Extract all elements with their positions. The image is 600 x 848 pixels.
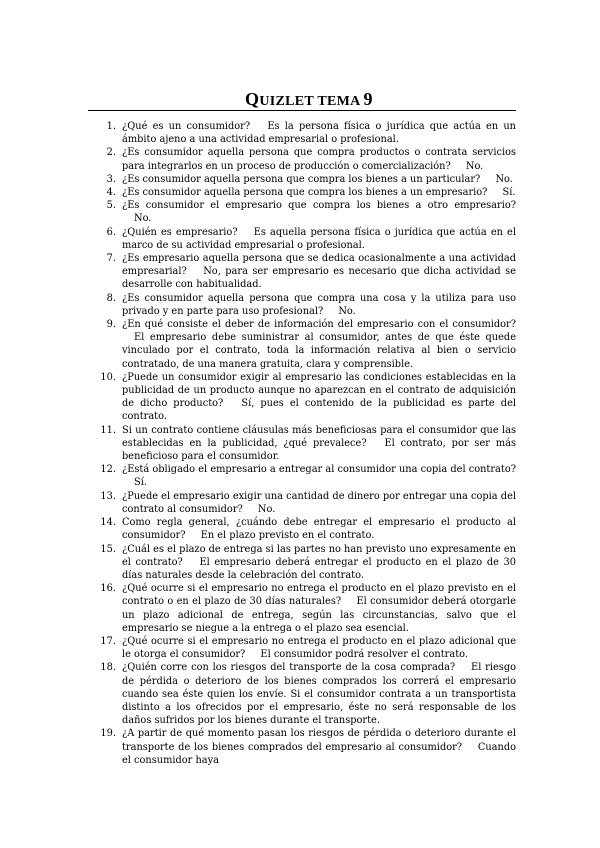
list-item bbox=[88, 186, 516, 199]
item-number: 11. bbox=[100, 424, 116, 436]
item-number: 14. bbox=[100, 517, 116, 529]
question-text: ¿Puede el empresario exigir una cantidad de dinero por entregar una copia del contrato al consumidor? bbox=[122, 490, 516, 515]
question-text: Como regla general, ¿cuándo debe entregar el empresario el producto al consumidor? bbox=[122, 517, 516, 542]
list-item bbox=[88, 490, 516, 516]
item-number: 5. bbox=[106, 200, 116, 212]
item-number: 8. bbox=[106, 292, 116, 304]
question-text: ¿Es empresario aquella persona que se dedica ocasionalmente a una actividad empresarial? bbox=[122, 253, 516, 278]
question-text: ¿Es consumidor aquella persona que compra los bienes a un empresario? bbox=[122, 187, 488, 199]
list-item bbox=[88, 727, 516, 767]
item-number: 1. bbox=[106, 121, 116, 132]
answer-text: El contrato, por ser más beneficioso para el consumidor. bbox=[122, 437, 516, 463]
list-item bbox=[88, 424, 516, 464]
title-rest: UIZLET TEMA bbox=[259, 94, 364, 109]
item-number: 15. bbox=[100, 543, 116, 555]
item-number: 7. bbox=[106, 253, 116, 265]
question-text: ¿Es consumidor el empresario que compra los bienes a otro empresario? bbox=[122, 200, 516, 212]
question-text: Si un contrato contiene cláusulas más beneficiosas para el consumidor que las establecidas en la publicidad, ¿qué prevalece? bbox=[122, 424, 516, 449]
list-item bbox=[88, 252, 516, 292]
answer-text: Sí, pues el contenido de la publicidad es parte del contrato. bbox=[122, 398, 516, 423]
page-title bbox=[245, 89, 373, 110]
item-number: 10. bbox=[100, 371, 116, 383]
answer-text: Sí. bbox=[134, 477, 147, 489]
item-number: 4. bbox=[106, 187, 116, 199]
item-number: 9. bbox=[106, 319, 116, 331]
question-text: ¿Quién es empresario? bbox=[122, 226, 238, 238]
answer-text: El empresario deberá entregar el producto en el plazo de 30 días naturales desde la celebración del contrato. bbox=[122, 556, 516, 581]
question-list bbox=[88, 120, 516, 767]
question-text: ¿Es consumidor aquella persona que compra productos o contrata servicios para integrarlos en un proceso de producción o comercialización? bbox=[122, 147, 516, 172]
list-item bbox=[88, 635, 516, 661]
question-text: ¿Es consumidor aquella persona que compra una cosa y la utiliza para uso privado y en parte para uso profesional? bbox=[122, 292, 516, 317]
item-number: 17. bbox=[100, 635, 116, 647]
question-text: ¿En qué consiste el deber de información del empresario con el consumidor? bbox=[122, 319, 516, 331]
answer-text: Es aquella persona física o jurídica que actúa en el marco de su actividad empresarial o profesional. bbox=[122, 226, 516, 251]
answer-text: No. bbox=[495, 173, 513, 185]
list-item bbox=[88, 199, 516, 225]
question-text: ¿A partir de qué momento pasan los riesgos de pérdida o deterioro durante el transporte de los bienes comprados del empresario al consumidor? bbox=[122, 728, 516, 753]
title-number: 9 bbox=[363, 89, 373, 109]
answer-text: En el plazo previsto en el contrato. bbox=[200, 530, 375, 542]
item-number: 6. bbox=[106, 226, 116, 238]
answer-text: Es la persona física o jurídica que actúa en un ámbito ajeno a una actividad empresarial o profesional. bbox=[122, 121, 516, 146]
answer-text: No. bbox=[134, 213, 152, 225]
question-text: ¿Qué ocurre si el empresario no entrega el producto en el plazo previsto en el contrato o en el plazo de 30 días naturales? bbox=[122, 583, 516, 608]
question-text: ¿Qué ocurre si el empresario no entrega el producto en el plazo adicional que le otorga el consumidor? bbox=[122, 635, 516, 661]
list-item bbox=[88, 146, 516, 172]
question-text: ¿Está obligado el empresario a entregar al consumidor una copia del contrato? bbox=[122, 464, 516, 476]
list-item bbox=[88, 463, 516, 489]
list-item bbox=[88, 120, 516, 146]
item-number: 19. bbox=[100, 728, 116, 740]
question-text: ¿Cuál es el plazo de entrega si las partes no han previsto uno expresamente en el contrato? bbox=[122, 543, 516, 568]
answer-text: No, para ser empresario es necesario que dicha actividad se desarrolle con habitualidad. bbox=[122, 266, 516, 291]
title-divider bbox=[88, 110, 516, 111]
list-item bbox=[88, 226, 516, 252]
item-number: 3. bbox=[106, 173, 116, 185]
list-item bbox=[88, 661, 516, 727]
list-item bbox=[88, 582, 516, 635]
answer-text: El consumidor deberá otorgarle un plazo adicional de entrega, según las circunstancias, salvo que el empresario se niegue a la entrega o el plazo sea esencial. bbox=[122, 596, 516, 634]
question-text: ¿Es consumidor aquella persona que compra los bienes a un particular? bbox=[122, 173, 481, 185]
answer-text: Sí. bbox=[502, 187, 516, 199]
answer-text: El riesgo de pérdida o deterioro de los bienes comprados los correrá el empresario cuando sea éste quien los envíe. Si el consumidor contrata a un transportista distinto a los ofrecidos por el empresario, éste no será responsable de los daños sufridos por los bienes durante el transporte. bbox=[122, 662, 516, 727]
answer-text: El consumidor podrá resolver el contrato. bbox=[260, 649, 468, 661]
question-text: ¿Quién corre con los riesgos del transporte de la cosa comprada? bbox=[122, 662, 456, 674]
item-number: 2. bbox=[106, 147, 116, 159]
item-number: 12. bbox=[100, 464, 116, 476]
answer-text: No. bbox=[338, 305, 356, 317]
item-number: 16. bbox=[100, 583, 116, 595]
answer-text: Cuando el consumidor haya bbox=[122, 741, 516, 766]
item-number: 18. bbox=[100, 662, 116, 674]
title-initial: Q bbox=[245, 89, 260, 109]
answer-text: El empresario debe suministrar al consumidor, antes de que éste quede vinculado por el contrato, toda la información relativa al bien o servicio contratado, de una manera gratuita, clara y comprensible. bbox=[122, 332, 516, 370]
list-item bbox=[88, 173, 516, 186]
question-text: ¿Qué es un consumidor? bbox=[122, 121, 251, 132]
list-item bbox=[88, 516, 516, 542]
answer-text: No. bbox=[257, 503, 276, 515]
question-text: ¿Puede un consumidor exigir al empresario las condiciones establecidas en la publicidad de un producto aunque no aparezcan en el contrato de adquisición de dicho producto? bbox=[122, 371, 516, 410]
list-item bbox=[88, 543, 516, 583]
answer-text: No. bbox=[465, 160, 484, 172]
list-item bbox=[88, 371, 516, 424]
item-number: 13. bbox=[100, 490, 116, 502]
list-item bbox=[88, 318, 516, 371]
list-item bbox=[88, 292, 516, 318]
